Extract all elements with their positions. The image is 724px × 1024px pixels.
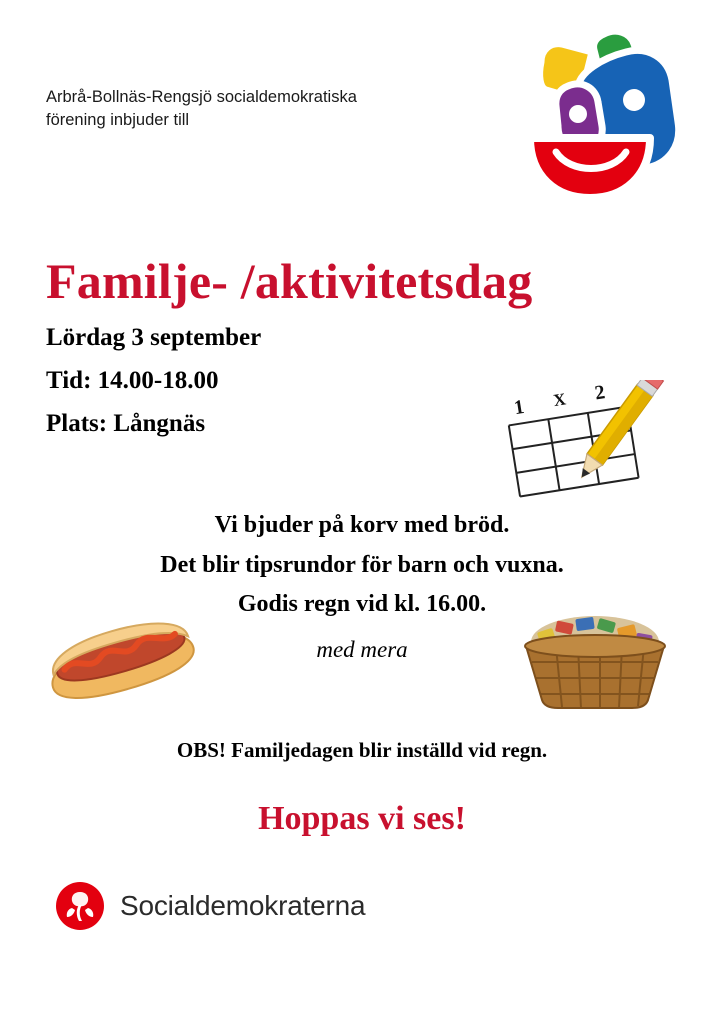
organisation-intro-line-2: förening inbjuder till [46, 111, 190, 130]
colorful-sd-family-logo-icon [508, 26, 694, 206]
footer-brand [54, 880, 365, 932]
body-line-4: med mera [316, 636, 408, 662]
page-title: Familje- /aktivitetsdag [46, 252, 533, 309]
svg-text:X: X [551, 389, 568, 411]
svg-text:1: 1 [512, 395, 526, 420]
candy-basket-illustration-icon [512, 600, 678, 710]
brand-name: Socialdemokraterna [120, 890, 366, 921]
tipsrad-pencil-illustration-icon [498, 380, 668, 500]
organisation-intro [46, 86, 466, 133]
closing-line: Hoppas vi ses! [258, 800, 466, 837]
cancellation-notice: OBS! Familjedagen blir inställd vid regn. [176, 738, 548, 762]
event-date: Lördag 3 september [46, 324, 262, 351]
event-details [46, 316, 261, 445]
organisation-intro-line-1: Arbrå-Bollnäs-Rengsjö socialdemokratiska [46, 88, 357, 106]
body-line-2: Det blir tipsrundor för barn och vuxna. [160, 551, 564, 578]
body-line-1: Vi bjuder på korv med bröd. [214, 512, 510, 538]
event-time: Tid: 14.00-18.00 [46, 367, 219, 394]
socialdemokraterna-rose-logo-icon [54, 880, 106, 932]
svg-text:2: 2 [593, 381, 607, 405]
body-line-3: Godis regn vid kl. 16.00. [237, 591, 487, 618]
hotdog-illustration-icon [30, 612, 210, 708]
event-place: Plats: Långnäs [46, 410, 206, 437]
